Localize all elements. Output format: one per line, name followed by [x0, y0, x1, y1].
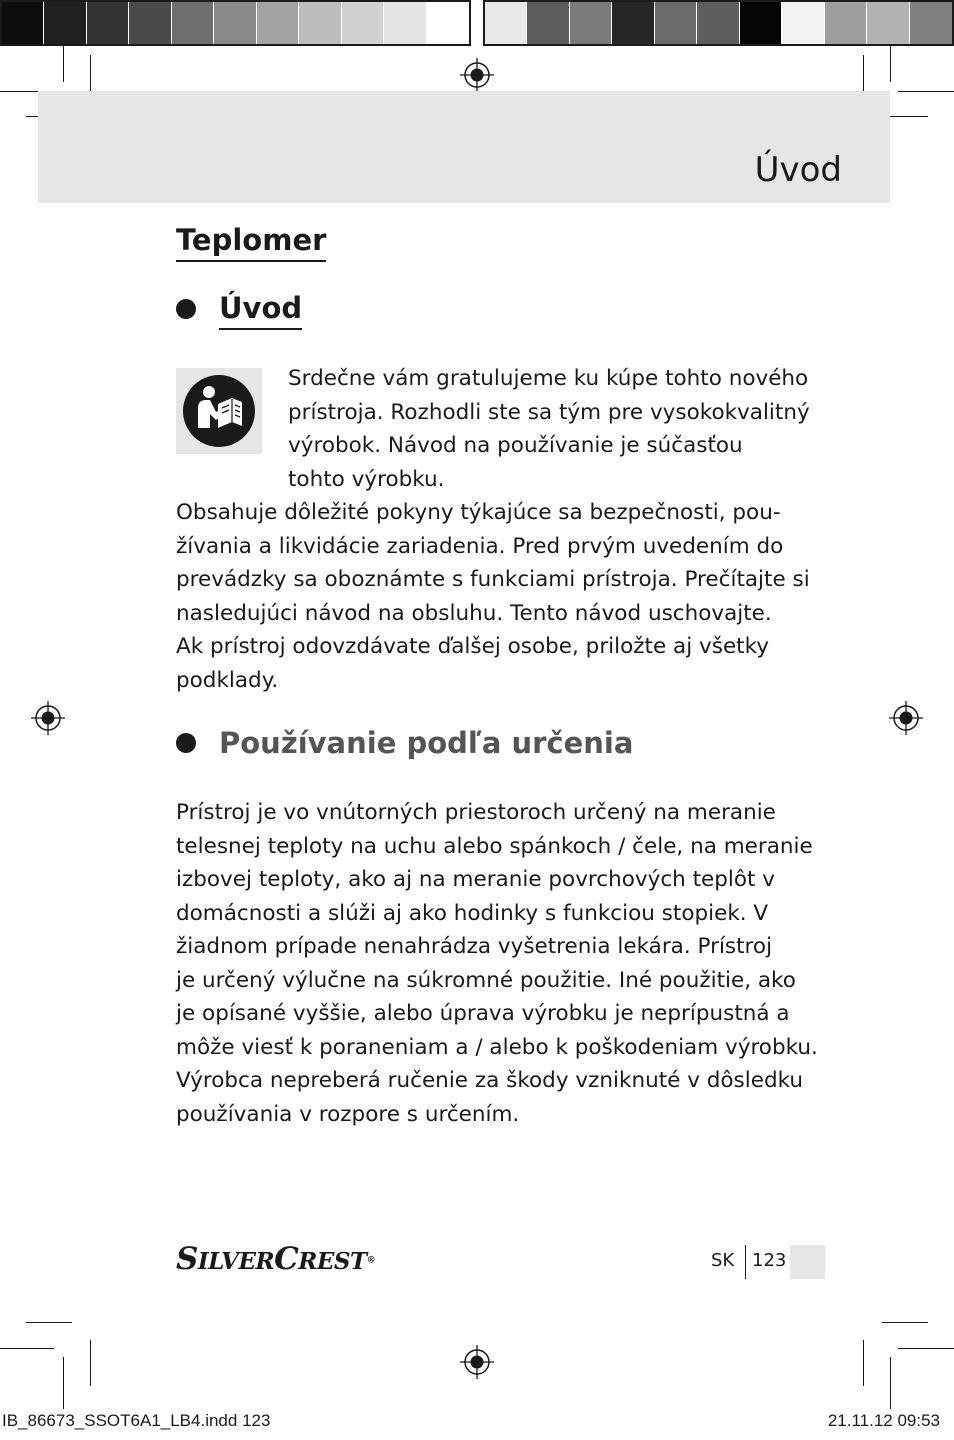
color-swatch [257, 2, 299, 44]
text-line: môže viesť k poraneniam a / alebo k poškodeniam výrobku. [176, 1034, 818, 1060]
registration-mark-icon [460, 58, 494, 92]
text-line: Obsahuje dôležité pokyny týkajúce sa bezpečnosti, pou- [176, 500, 781, 525]
text-line: Srdečne vám gratulujeme ku kúpe tohto nového [288, 366, 809, 391]
footer-tab [790, 1245, 825, 1279]
registration-mark-icon [460, 1345, 494, 1379]
crop-mark [898, 91, 954, 92]
color-calibration-bar-left [0, 0, 471, 46]
text-line: Ak prístroj odovzdávate ďalšej osobe, priložte aj všetky [176, 634, 770, 659]
color-swatch [485, 2, 527, 44]
print-slug-file: IB_86673_SSOT6A1_LB4.indd 123 [2, 1411, 271, 1430]
text-line: tohto výrobku. [288, 466, 445, 492]
color-swatch [172, 2, 214, 44]
crop-mark [0, 1348, 54, 1349]
color-swatch [697, 2, 739, 44]
crop-mark [882, 1322, 928, 1323]
text-line: domácnosti a slúži aj ako hodinky s funkciou stopiek. V [176, 900, 769, 926]
color-swatch [427, 2, 469, 44]
crop-mark [890, 1357, 891, 1409]
crop-mark [890, 46, 891, 82]
color-swatch [527, 2, 569, 44]
color-swatch [910, 2, 952, 44]
color-swatch [825, 2, 867, 44]
color-swatch [740, 2, 782, 44]
page-header-title: Úvod [754, 150, 842, 190]
intended-use-paragraph [176, 796, 818, 1131]
text-line: Prístroj je vo vnútorných priestoroch určený na meranie [176, 800, 776, 825]
silvercrest-logo: SILVERCREST® [176, 1241, 376, 1277]
text-line: žiadnom prípade nenahrádza vyšetrenia lekára. Prístroj [176, 934, 773, 959]
text-line: telesnej teploty na uchu alebo spánkoch / čele, na meranie [176, 833, 813, 859]
intro-paragraph [288, 362, 810, 496]
language-code: SK [711, 1250, 735, 1271]
read-manual-icon [176, 368, 262, 454]
text-line: nasledujúci návod na obsluhu. Tento návod uschovajte. [176, 600, 772, 626]
crop-mark [26, 1322, 72, 1323]
text-line: prevádzky sa oboznámte s funkciami prístroja. Prečítajte si [176, 567, 810, 592]
text-line: je opísané vyššie, alebo úprava výrobku je neprípustná a [176, 1001, 790, 1026]
color-swatch [655, 2, 697, 44]
text-line: je určený výlučne na súkromné použitie. Iné použitie, ako [176, 967, 796, 993]
section-heading-intro: Úvod [219, 290, 302, 330]
color-swatch [570, 2, 612, 44]
color-calibration-bar-right [483, 0, 954, 46]
text-line: žívania a likvidácie zariadenia. Pred prvým uvedením do [176, 533, 784, 559]
crop-mark [63, 1357, 64, 1409]
crop-mark [863, 1340, 864, 1386]
print-slug-datetime: 21.11.12 09:53 [827, 1411, 940, 1430]
section-heading-intended-use: Používanie podľa určenia [219, 726, 634, 760]
color-swatch [384, 2, 426, 44]
crop-mark [90, 1340, 91, 1386]
text-line: izbovej teploty, ako aj na meranie povrchových teplôt v [176, 867, 776, 892]
text-line: prístroja. Rozhodli ste sa tým pre vysokokvalitný [288, 399, 810, 425]
intro-body-paragraph [176, 496, 810, 697]
page-number: 123 [752, 1250, 787, 1271]
color-swatch [129, 2, 171, 44]
crop-mark [898, 1348, 954, 1349]
text-line: výrobok. Návod na používanie je súčasťou [288, 433, 743, 458]
color-swatch [87, 2, 129, 44]
color-swatch [44, 2, 86, 44]
color-swatch [867, 2, 909, 44]
footer-divider [745, 1245, 746, 1279]
color-swatch [2, 2, 44, 44]
registration-mark-icon [31, 701, 65, 735]
color-swatch [782, 2, 824, 44]
crop-mark [63, 46, 64, 82]
text-line: Výrobca nepreberá ručenie za škody vzniknuté v dôsledku [176, 1068, 804, 1093]
registration-mark-icon [889, 701, 923, 735]
bullet-icon [176, 733, 196, 753]
text-line: používania v rozpore s určením. [176, 1101, 520, 1127]
text-line: podklady. [176, 667, 279, 693]
color-swatch [342, 2, 384, 44]
color-swatch [612, 2, 654, 44]
color-swatch [299, 2, 341, 44]
color-swatch [214, 2, 256, 44]
document-title: Teplomer [176, 222, 326, 262]
bullet-icon [176, 299, 196, 319]
